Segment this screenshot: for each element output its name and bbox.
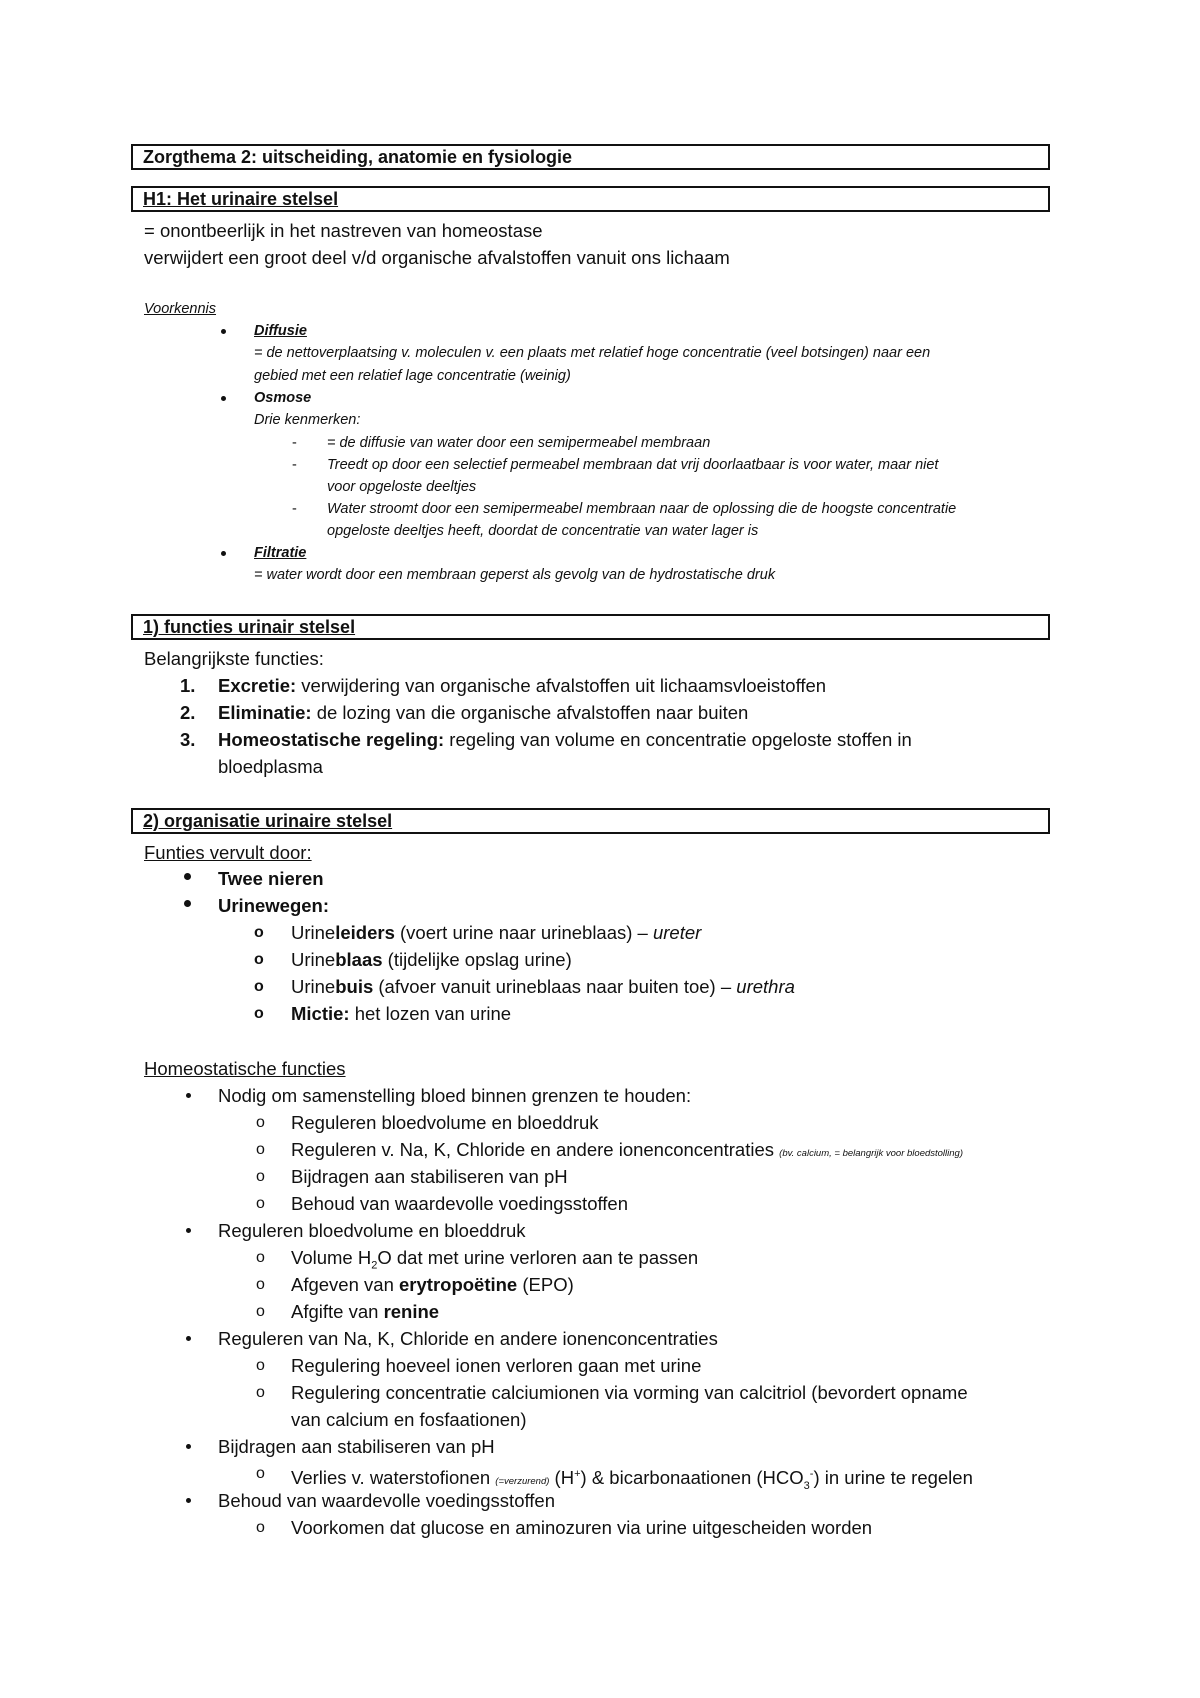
sub-1-bold: leiders [335, 922, 395, 943]
section-2-intro: Funties vervult door: [144, 842, 312, 863]
bullet-icon [221, 396, 226, 401]
b2-sub-3-a: Afgifte van [291, 1301, 384, 1322]
b4-sub-1-sup: + [574, 1468, 581, 1480]
sub-4-term: Mictie: [291, 1003, 350, 1024]
b2-sub-2-bold: erytropoëtine [399, 1274, 518, 1295]
homeo-bullet-2: Reguleren bloedvolume en bloeddruk [218, 1220, 526, 1241]
filtratie-definition: = water wordt door een membraan geperst als gevolg van de hydrostatische druk [254, 567, 776, 583]
dash-icon: - [292, 457, 297, 473]
function-2 [218, 701, 748, 725]
circle-bullet-icon: o [256, 1519, 265, 1536]
diffusie-definition-2: gebied met een relatief lage concentratie (weinig) [254, 368, 571, 384]
b4-sub-1-sup2: - [809, 1468, 814, 1480]
function-1 [218, 674, 826, 698]
homeo-bullet-4: Bijdragen aan stabiliseren van pH [218, 1436, 495, 1457]
voorkennis-label: Voorkennis [144, 301, 217, 317]
b1-sub-2-text: Reguleren v. Na, K, Chloride en andere ionenconcentraties [291, 1139, 780, 1160]
dash-icon: - [292, 435, 297, 451]
function-3-text: regeling van volume en concentratie opgeloste stoffen in [444, 729, 912, 750]
list-number: 1. [180, 675, 196, 696]
section-1-heading-box [131, 614, 1050, 640]
dash-icon: - [292, 501, 297, 517]
circle-bullet-icon: o [256, 1195, 265, 1212]
h1-heading-box [131, 186, 1050, 212]
circle-bullet-icon: o [254, 924, 264, 941]
sub-3-text: (afvoer vanuit urineblaas naar buiten toe) – [373, 976, 737, 997]
sub-1-prefix: Urine [291, 922, 336, 943]
bullet-icon [186, 1336, 191, 1341]
circle-bullet-icon: o [256, 1303, 265, 1320]
circle-bullet-icon: o [254, 951, 264, 968]
circle-bullet-icon: o [256, 1276, 265, 1293]
bullet-icon [186, 1093, 191, 1098]
osmose-kenmerk-1: = de diffusie van water door een semipermeabel membraan [327, 435, 711, 451]
homeo-b1-sub-4: Behoud van waardevolle voedingsstoffen [291, 1193, 629, 1214]
diffusie-term: Diffusie [254, 323, 307, 339]
title-box [131, 144, 1050, 170]
bullet-icon [186, 1444, 191, 1449]
filtratie-term: Filtratie [254, 545, 307, 561]
b2-sub-1-subscript: 2 [371, 1259, 378, 1272]
function-3-continuation: bloedplasma [218, 756, 323, 777]
bullet-icon [184, 873, 191, 880]
homeo-b1-sub-2 [291, 1138, 963, 1166]
sub-1-text: (voert urine naar urineblaas) – [394, 922, 653, 943]
homeostatic-functions-label: Homeostatische functies [144, 1058, 346, 1079]
osmose-subtitle: Drie kenmerken: [254, 412, 361, 428]
b4-sub-1-subscript: 3 [803, 1479, 810, 1492]
bullet-icon [221, 329, 226, 334]
b1-sub-2-note: (bv. calcium, = belangrijk voor bloedstolling) [779, 1148, 963, 1159]
organ-item-2: Urinewegen: [218, 895, 330, 916]
h1-heading: H1: Het urinaire stelsel [143, 189, 339, 209]
circle-bullet-icon: o [256, 1249, 265, 1266]
b2-sub-1-b: O dat met urine verloren aan te passen [377, 1247, 699, 1268]
function-3 [218, 728, 912, 752]
sub-3-prefix: Urine [291, 976, 336, 997]
urinewegen-sub-2 [291, 948, 572, 972]
bullet-icon [186, 1498, 191, 1503]
section-2-heading-box [131, 808, 1050, 834]
homeo-b2-sub-3 [291, 1300, 439, 1324]
osmose-kenmerk-3a: Water stroomt door een semipermeabel membraan naar de oplossing die de hoogste concentratie [327, 501, 957, 517]
homeo-b1-sub-3: Bijdragen aan stabiliseren van pH [291, 1166, 568, 1187]
h1-line-1: = onontbeerlijk in het nastreven van homeostase [144, 220, 543, 241]
osmose-kenmerk-2b: voor opgeloste deeltjes [327, 479, 477, 495]
b2-sub-2-c: (EPO) [517, 1274, 574, 1295]
bullet-icon [186, 1228, 191, 1233]
urinewegen-sub-1 [291, 921, 701, 945]
h1-line-2: verwijdert een groot deel v/d organische afvalstoffen vanuit ons lichaam [144, 247, 730, 268]
b4-sub-1-note: (=verzurend) [495, 1476, 550, 1488]
circle-bullet-icon: o [256, 1114, 265, 1131]
diffusie-definition-1: = de nettoverplaatsing v. moleculen v. een plaats met relatief hoge concentratie (veel botsingen) naar een [254, 345, 931, 361]
circle-bullet-icon: o [254, 1005, 264, 1022]
homeo-b3-sub-2b: van calcium en fosfaationen) [291, 1409, 527, 1430]
circle-bullet-icon: o [256, 1168, 265, 1185]
circle-bullet-icon: o [256, 1141, 265, 1158]
b2-sub-3-bold: renine [383, 1301, 440, 1322]
osmose-term: Osmose [254, 390, 312, 406]
osmose-kenmerk-2a: Treedt op door een selectief permeabel membraan dat vrij doorlaatbaar is voor water, maar niet [327, 457, 939, 473]
osmose-kenmerk-3b: opgeloste deeltjes heeft, doordat de concentratie van water lager is [327, 523, 759, 539]
function-1-text: verwijdering van organische afvalstoffen uit lichaamsvloeistoffen [296, 675, 827, 696]
function-3-term: Homeostatische regeling: [218, 729, 445, 750]
sub-2-prefix: Urine [291, 949, 336, 970]
b2-sub-1-a: Volume H [291, 1247, 372, 1268]
sub-1-latin: ureter [652, 922, 702, 943]
sub-4-text: het lozen van urine [349, 1003, 512, 1024]
circle-bullet-icon: o [256, 1357, 265, 1374]
b4-sub-1-d: ) in urine te regelen [813, 1467, 973, 1489]
bullet-icon [221, 551, 226, 556]
sub-3-latin: urethra [736, 976, 795, 997]
section-1-intro: Belangrijkste functies: [144, 648, 324, 669]
sub-2-text: (tijdelijke opslag urine) [382, 949, 572, 970]
sub-2-bold: blaas [335, 949, 383, 970]
list-number: 2. [180, 702, 196, 723]
function-1-term: Excretie: [218, 675, 297, 696]
circle-bullet-icon: o [254, 978, 264, 995]
homeo-b3-sub-2a: Regulering concentratie calciumionen via vorming van calcitriol (bevordert opname [291, 1382, 968, 1403]
function-2-text: de lozing van die organische afvalstoffen naar buiten [311, 702, 749, 723]
bullet-icon [184, 900, 191, 907]
homeo-b2-sub-2 [291, 1273, 574, 1297]
b4-sub-1-a: Verlies v. waterstofionen [291, 1467, 496, 1489]
function-2-term: Eliminatie: [218, 702, 312, 723]
homeo-b1-sub-1: Reguleren bloedvolume en bloeddruk [291, 1112, 599, 1133]
section-1-heading: 1) functies urinair stelsel [143, 617, 356, 637]
organ-item-1: Twee nieren [218, 868, 324, 889]
homeo-bullet-5: Behoud van waardevolle voedingsstoffen [218, 1490, 556, 1511]
urinewegen-sub-4 [291, 1002, 511, 1026]
b4-sub-1-c: ) & bicarbonaationen (HCO [580, 1467, 804, 1489]
b2-sub-2-a: Afgeven van [291, 1274, 399, 1295]
circle-bullet-icon: o [256, 1384, 265, 1401]
homeo-b5-sub-1: Voorkomen dat glucose en aminozuren via urine uitgescheiden worden [291, 1517, 873, 1538]
homeo-b3-sub-1: Regulering hoeveel ionen verloren gaan met urine [291, 1355, 702, 1376]
list-number: 3. [180, 729, 196, 750]
section-2-heading: 2) organisatie urinaire stelsel [143, 811, 393, 831]
circle-bullet-icon: o [256, 1465, 265, 1482]
b4-sub-1-b: (H [549, 1467, 575, 1489]
homeo-bullet-1: Nodig om samenstelling bloed binnen grenzen te houden: [218, 1085, 692, 1106]
document-title: Zorgthema 2: uitscheiding, anatomie en fysiologie [143, 147, 573, 167]
urinewegen-sub-3 [291, 975, 795, 999]
homeo-bullet-3: Reguleren van Na, K, Chloride en andere ionenconcentraties [218, 1328, 718, 1349]
sub-3-bold: buis [335, 976, 374, 997]
